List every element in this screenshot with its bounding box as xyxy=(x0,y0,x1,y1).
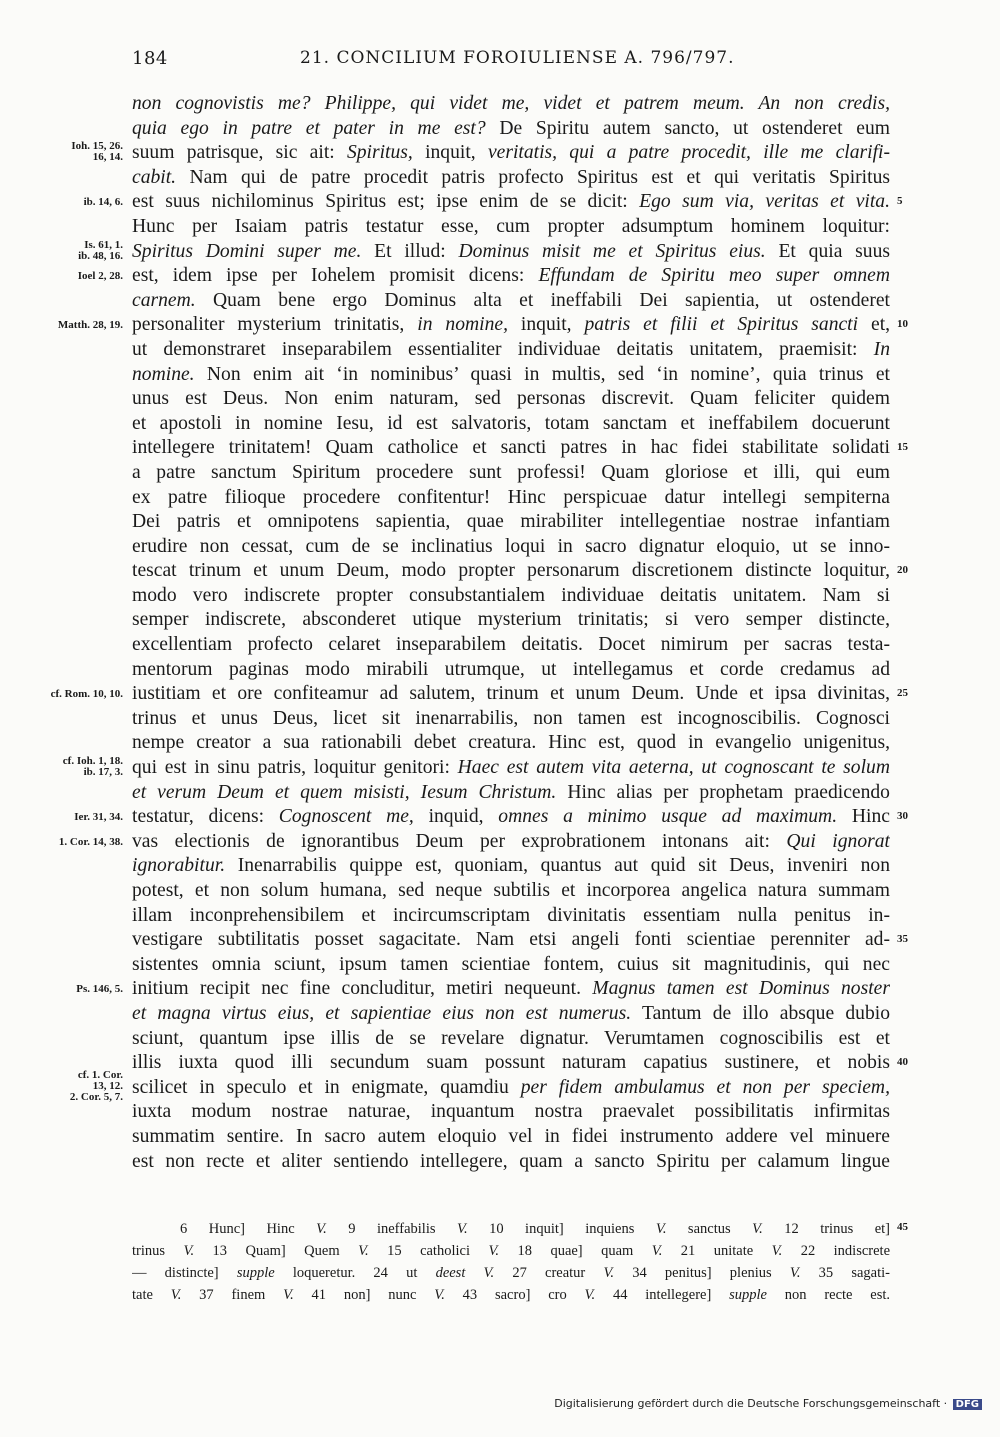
text-line xyxy=(0,830,1000,855)
apparatus-text xyxy=(132,1262,890,1284)
line-text xyxy=(132,658,890,683)
text-line xyxy=(0,264,1000,289)
text-run: 18 quae] quam xyxy=(499,1243,652,1259)
text-run: est, idem ipse per Iohelem promisit dicens: xyxy=(132,265,539,287)
text-run: inquit, xyxy=(508,314,585,336)
line-text xyxy=(132,805,890,830)
text-run: Quam bene ergo Dominus alta et ineffabili Dei sapientia, ut ostenderet xyxy=(195,289,890,311)
margin-reference: Is. 61, 1. ib. 48, 16. xyxy=(78,238,123,262)
italic-text: supple xyxy=(729,1287,767,1303)
line-text xyxy=(132,166,890,191)
line-text xyxy=(132,141,890,166)
italic-text: veritatis, qui a patre procedit, ille me clarifi- xyxy=(487,142,890,164)
text-run: 15 catholici xyxy=(368,1243,489,1259)
line-text xyxy=(132,240,890,265)
text-run: Tantum de illo absque dubio xyxy=(631,1002,890,1024)
margin-reference: Ps. 146, 5. xyxy=(76,983,123,996)
apparatus-text xyxy=(180,1218,890,1240)
italic-text: Haec est autem vita aeterna, ut cognoscant te solum xyxy=(457,757,890,779)
text-line xyxy=(0,1150,1000,1175)
text-line xyxy=(0,215,1000,240)
line-text xyxy=(132,92,890,117)
text-run: 12 trinus et] xyxy=(762,1221,890,1237)
line-number: 15 xyxy=(897,441,908,454)
text-run: Et quia suus xyxy=(765,240,890,262)
line-text xyxy=(132,264,890,289)
text-line xyxy=(0,633,1000,658)
text-run: iuxta modum nostrae naturae, inquantum nostra praevalet possibilitatis infirmitas xyxy=(132,1101,890,1123)
line-text xyxy=(132,854,890,879)
italic-text: cabit. xyxy=(132,166,177,188)
text-line xyxy=(0,805,1000,830)
text-run: qui est in sinu patris, loquitur genitori: xyxy=(132,757,458,779)
line-text xyxy=(132,904,890,929)
text-run: est non recte et aliter sentiendo intellegere, quam a sancto Spiritu per calamum lingue xyxy=(132,1150,890,1172)
italic-text: V. xyxy=(456,1221,468,1237)
italic-text: patris et filii et Spiritus sancti xyxy=(584,314,859,336)
line-number: 45 xyxy=(897,1221,908,1233)
italic-text: et verum Deum et quem misisti, Iesum Christum. xyxy=(132,781,557,803)
text-line xyxy=(0,313,1000,338)
text-run: Dei patris et omnipotens sapientia, quae mirabiliter intellegentiae nostrae infantiam xyxy=(132,511,890,533)
text-run: scilicet in speculo et in enigmate, quamdiu xyxy=(132,1076,521,1098)
text-line xyxy=(0,781,1000,806)
line-text xyxy=(132,1002,890,1027)
italic-text: V. xyxy=(170,1287,182,1303)
text-line xyxy=(0,461,1000,486)
text-line xyxy=(0,117,1000,142)
text-line xyxy=(0,436,1000,461)
line-text xyxy=(132,486,890,511)
line-text xyxy=(132,1125,890,1150)
italic-text: Cognoscent me, xyxy=(278,806,414,828)
text-run: 9 ineffabilis xyxy=(326,1221,457,1237)
text-run: summatim sentire. In sacro autem eloquio vel in fidei instrumento addere vel minuere xyxy=(132,1125,890,1147)
line-text xyxy=(132,510,890,535)
italic-text: V. xyxy=(283,1287,294,1303)
italic-text: supple xyxy=(236,1265,275,1281)
italic-text: deest V. xyxy=(435,1265,495,1281)
text-line xyxy=(0,190,1000,215)
apparatus-text xyxy=(132,1284,890,1306)
text-run: 35 sagati- xyxy=(800,1265,890,1281)
line-text xyxy=(132,313,890,338)
line-text xyxy=(132,731,890,756)
text-run: 44 intellegere] xyxy=(595,1287,730,1303)
italic-text: ignorabitur. xyxy=(132,855,226,877)
italic-text: non cognovistis me? Philippe, qui videt me, videt et patrem meum. An non credis, xyxy=(132,93,890,114)
line-text xyxy=(132,1076,890,1101)
line-text xyxy=(132,584,890,609)
italic-text: V. xyxy=(655,1221,667,1237)
text-run: inquit, xyxy=(412,142,488,164)
text-line xyxy=(0,1125,1000,1150)
text-line xyxy=(0,486,1000,511)
text-run: Hinc alias per prophetam praedicendo xyxy=(556,781,890,803)
text-run: iustitiam et ore confiteamur ad salutem, trinum et unum Deum. Unde et ipsa divinitas, xyxy=(132,683,890,705)
line-text xyxy=(132,363,890,388)
text-line xyxy=(0,92,1000,117)
text-line xyxy=(0,141,1000,166)
text-run: De Spiritu autem sancto, ut ostenderet eum xyxy=(485,117,890,139)
margin-reference: Ioel 2, 28. xyxy=(77,270,123,283)
text-line xyxy=(0,854,1000,879)
text-line xyxy=(0,658,1000,683)
text-run: potest, et non solum humana, sed neque subtilis et incorporea angelica natura summam xyxy=(132,880,890,901)
text-line xyxy=(0,338,1000,363)
italic-text: per fidem ambulamus et non per speciem, xyxy=(520,1076,890,1098)
text-run: illis iuxta quod illi secundum suam possunt naturam capatius sustinere, et nobis xyxy=(132,1052,890,1074)
text-run: a patre sanctum Spiritum procedere sunt professi! Quam gloriose et illi, qui eum xyxy=(132,461,890,483)
text-run: et apostoli in nomine Iesu, id est salvatoris, totam sanctam et ineffabilem docuerunt xyxy=(132,412,890,434)
text-run: loqueretur. 24 ut xyxy=(274,1265,436,1281)
italic-text: Dominus misit me et Spiritus eius. xyxy=(458,240,766,262)
line-number: 5 xyxy=(897,195,903,208)
italic-text: omnes a minimo usque ad maximum. xyxy=(498,806,838,828)
italic-text: V. xyxy=(651,1243,663,1259)
text-run: unus est Deus. Non enim naturam, sed personas discrevit. Quam feliciter quidem xyxy=(132,388,890,410)
margin-reference: Ioh. 15, 26. 16, 14. xyxy=(71,140,123,164)
italic-text: V. xyxy=(434,1287,445,1303)
text-run: Hunc per Isaiam patris testatur esse, cum propter adsumptum hominem loquitur: xyxy=(132,215,890,237)
page-number: 184 xyxy=(132,48,168,69)
text-line xyxy=(0,756,1000,781)
italic-text: Magnus tamen est Dominus noster xyxy=(592,978,890,1000)
line-text xyxy=(132,928,890,953)
italic-text: quia ego in patre et pater in me est? xyxy=(132,117,486,139)
text-run: Non enim ait ‘in nominibus’ quasi in multis, sed ‘in nomine’, quia trinus et xyxy=(194,363,890,385)
italic-text: carnem. xyxy=(132,289,196,311)
text-run: 27 creatur xyxy=(494,1265,604,1281)
line-text xyxy=(132,338,890,363)
italic-text: V. xyxy=(603,1265,615,1281)
line-number: 20 xyxy=(897,564,908,577)
line-text xyxy=(132,633,890,658)
text-line xyxy=(0,240,1000,265)
line-text xyxy=(132,387,890,412)
line-text xyxy=(132,436,890,461)
italic-text: V. xyxy=(358,1243,369,1259)
apparatus-line xyxy=(0,1284,1000,1306)
line-text xyxy=(132,559,890,584)
apparatus-line xyxy=(0,1218,1000,1240)
italic-text: Effundam de Spiritu meo super omnem xyxy=(538,265,890,287)
text-line xyxy=(0,363,1000,388)
text-line xyxy=(0,1068,1000,1103)
line-text xyxy=(132,289,890,314)
text-run: ex patre filioque procedere confitentur! Hinc perspicuae datur intellegi sempiterna xyxy=(132,486,890,508)
text-run: sanctus xyxy=(666,1221,753,1237)
italic-text: V. xyxy=(789,1265,801,1281)
line-text xyxy=(132,977,890,1002)
text-run: sciunt, quantum ipse illis de se revelare dignatur. Verumtamen cognoscibilis est et xyxy=(132,1027,890,1049)
line-text xyxy=(132,117,890,142)
italic-text: V. xyxy=(752,1221,763,1237)
text-run: personaliter mysterium trinitatis, xyxy=(132,314,418,336)
text-line xyxy=(0,166,1000,191)
text-run: Hinc xyxy=(837,806,890,828)
line-number: 30 xyxy=(897,810,908,823)
footer-credit xyxy=(554,1397,982,1410)
main-text xyxy=(0,92,1000,1174)
text-run: Inenarrabilis quippe est, quoniam, quantus aut quid sit Deus, inveniri non xyxy=(225,855,890,877)
line-text xyxy=(132,830,890,855)
line-text xyxy=(132,190,890,215)
line-text xyxy=(132,535,890,560)
text-run: ut demonstraret inseparabilem essentialiter individuae deitatis unitatem, praemisit: xyxy=(132,338,874,360)
text-run: 6 Hunc] Hinc xyxy=(180,1221,317,1237)
line-text xyxy=(132,1150,890,1175)
italic-text: In xyxy=(873,338,890,360)
text-run: et, xyxy=(858,314,890,336)
text-line xyxy=(0,1002,1000,1027)
critical-apparatus xyxy=(0,1218,1000,1306)
text-run: 13 Quam] Quem xyxy=(194,1243,359,1259)
text-line xyxy=(0,707,1000,732)
italic-text: V. xyxy=(316,1221,327,1237)
line-text xyxy=(132,1027,890,1052)
line-text xyxy=(132,608,890,633)
italic-text: V. xyxy=(584,1287,596,1303)
margin-reference: cf. 1. Cor. 13, 12. 2. Cor. 5, 7. xyxy=(69,1068,123,1103)
italic-text: Spiritus, xyxy=(346,142,413,164)
italic-text: Ego sum via, veritas et vita. xyxy=(639,191,890,213)
text-run: vestigare subtilitatis posset sagacitate. Nam etsi angeli fonti scientiae perenniter ad- xyxy=(132,929,890,951)
text-run: mentorum paginas modo mirabili utrumque, ut intellegamus et corde credamus ad xyxy=(132,658,890,680)
line-text xyxy=(132,1051,890,1076)
apparatus-line xyxy=(0,1262,1000,1284)
line-text xyxy=(132,879,890,904)
text-line xyxy=(0,953,1000,978)
text-run: testatur, dicens: xyxy=(132,806,279,828)
text-run: 34 penitus] plenius xyxy=(614,1265,790,1281)
italic-text: in nomine, xyxy=(417,314,509,336)
text-run: 41 non] nunc xyxy=(293,1287,435,1303)
line-text xyxy=(132,953,890,978)
line-number: 10 xyxy=(897,318,908,331)
apparatus-line xyxy=(0,1240,1000,1262)
margin-reference: cf. Rom. 10, 10. xyxy=(50,688,123,701)
text-run: tescat trinum et unum Deum, modo propter personarum discretionem distincte loquitur, xyxy=(132,560,890,582)
line-text xyxy=(132,781,890,806)
line-text xyxy=(132,461,890,486)
text-run: Et illud: xyxy=(361,240,459,262)
text-run: vas electionis de ignorantibus Deum per exprobrationem intonans ait: xyxy=(132,830,787,852)
text-run: 21 unitate xyxy=(662,1243,772,1259)
margin-reference: Ier. 31, 34. xyxy=(74,811,123,824)
line-text xyxy=(132,215,890,240)
text-line xyxy=(0,977,1000,1002)
text-run: tate xyxy=(132,1287,171,1303)
line-text xyxy=(132,682,890,707)
text-line xyxy=(0,412,1000,437)
text-line xyxy=(0,1051,1000,1076)
text-run: 43 sacro] cro xyxy=(444,1287,585,1303)
text-run: trinus et unus Deus, licet sit inenarrabilis, non tamen est incognoscibilis. Cognosci xyxy=(132,707,890,729)
italic-text: Qui ignorat xyxy=(786,830,890,852)
text-run: nempe creator a sua rationabili debet creatura. Hinc est, quod in evangelio unigenitus, xyxy=(132,732,890,754)
italic-text: nomine. xyxy=(132,363,195,385)
line-text xyxy=(132,756,890,781)
text-line xyxy=(0,510,1000,535)
line-text xyxy=(132,707,890,732)
line-text xyxy=(132,412,890,437)
text-run: inquid, xyxy=(413,806,499,828)
margin-reference: cf. Ioh. 1, 18. ib. 17, 3. xyxy=(62,755,123,779)
margin-reference: 1. Cor. 14, 38. xyxy=(58,835,123,848)
text-run: trinus xyxy=(132,1243,184,1259)
text-run: erudire non cessat, cum de se inclinatius loqui in sacro dignatur eloquio, ut se inno- xyxy=(132,535,890,557)
line-number: 35 xyxy=(897,933,908,946)
text-line xyxy=(0,387,1000,412)
text-run: excellentiam profecto celaret inseparabilem deitatis. Docet nimirum per sacras testa- xyxy=(132,634,890,656)
italic-text: et magna virtus eius, et sapientiae eius non est numerus. xyxy=(132,1002,632,1024)
text-run: semper indiscrete, absconderet utique mysterium trinitatis; si vero semper distincte, xyxy=(132,609,890,631)
footer-credit-text: Digitalisierung gefördert durch die Deutsche Forschungsgemeinschaft · xyxy=(554,1397,948,1410)
text-line xyxy=(0,559,1000,584)
text-run: modo vero indiscrete propter consubstantialem individuae deitatis unitatem. Nam si xyxy=(132,584,890,606)
text-line xyxy=(0,535,1000,560)
text-run: 22 indiscrete xyxy=(782,1243,890,1259)
italic-text: V. xyxy=(488,1243,500,1259)
text-line xyxy=(0,1027,1000,1052)
text-run: intellegere trinitatem! Quam catholice et sancti patres in hac fidei stabilitate solidati xyxy=(132,437,890,459)
margin-reference: Matth. 28, 19. xyxy=(57,319,123,332)
text-run: suum patrisque, sic ait: xyxy=(132,142,347,164)
italic-text: V. xyxy=(771,1243,783,1259)
text-line xyxy=(0,289,1000,314)
text-run: — distincte] xyxy=(132,1265,237,1281)
line-text xyxy=(132,1100,890,1125)
text-run: 37 finem xyxy=(181,1287,284,1303)
text-run: non recte est. xyxy=(766,1287,890,1303)
dfg-logo: DFG xyxy=(953,1399,982,1410)
text-line xyxy=(0,1100,1000,1125)
apparatus-text xyxy=(132,1240,890,1262)
line-number: 25 xyxy=(897,687,908,700)
text-run: illam inconprehensibilem et incircumscriptam divinitatis essentiam nulla penitus in- xyxy=(132,904,890,926)
text-line xyxy=(0,584,1000,609)
text-line xyxy=(0,928,1000,953)
text-line xyxy=(0,682,1000,707)
text-run: est suus nichilominus Spiritus est; ipse enim de se dicit: xyxy=(132,191,640,213)
text-line xyxy=(0,879,1000,904)
running-title: 21. CONCILIUM FOROIULIENSE A. 796/797. xyxy=(300,48,735,68)
text-run: 10 inquit] inquiens xyxy=(467,1221,656,1237)
text-run: initium recipit nec fine concluditur, metiri nequeunt. xyxy=(132,978,593,1000)
text-line xyxy=(0,608,1000,633)
text-run: sistentes omnia sciunt, ipsum tamen scientiae fontem, cuius sit magnitudinis, qui nec xyxy=(132,953,890,975)
italic-text: Spiritus Domini super me. xyxy=(132,240,362,262)
text-line xyxy=(0,904,1000,929)
italic-text: V. xyxy=(183,1243,195,1259)
text-run: Nam qui de patre procedit patris profecto Spiritus est et qui veritatis Spiritus xyxy=(176,166,890,188)
line-number: 40 xyxy=(897,1056,908,1069)
margin-reference: ib. 14, 6. xyxy=(83,196,123,209)
text-line xyxy=(0,731,1000,756)
